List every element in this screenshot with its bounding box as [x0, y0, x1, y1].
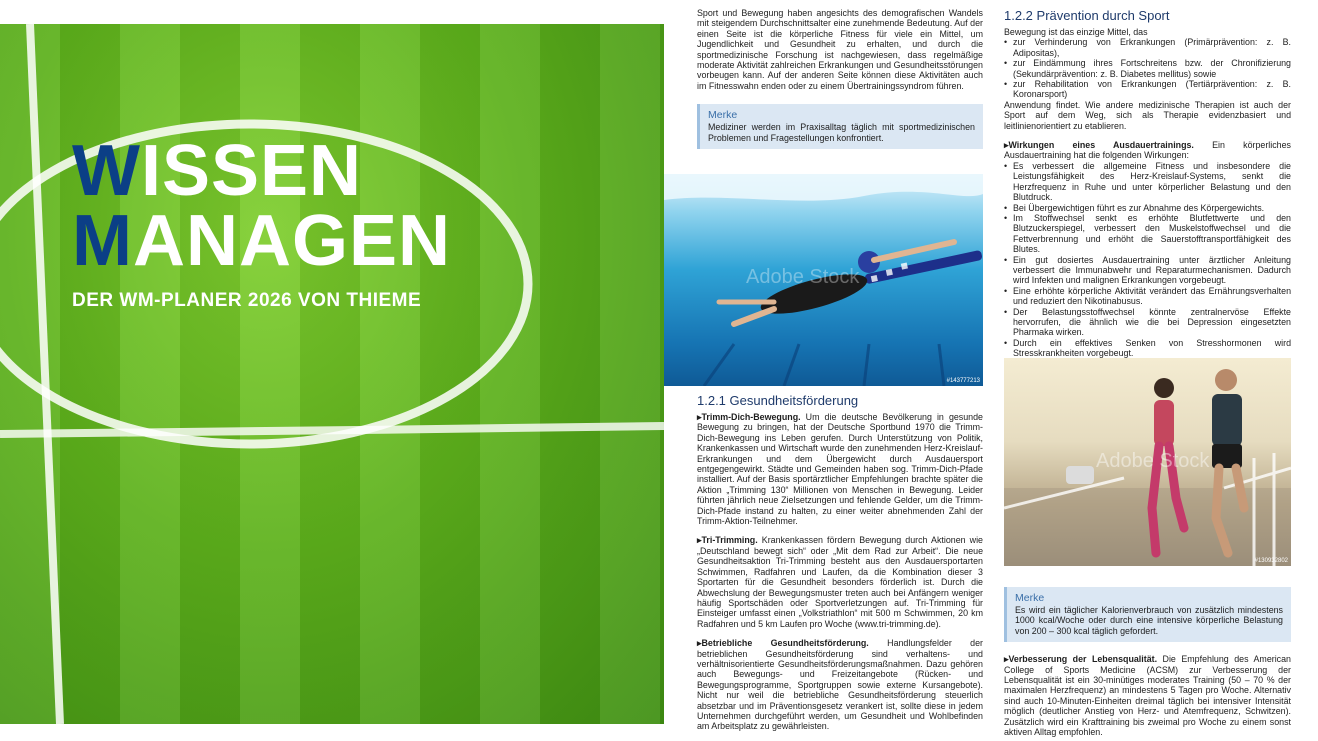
trimm-dich-paragraph [697, 412, 983, 526]
prevention-list [1004, 37, 1291, 99]
merke-box-1 [697, 104, 983, 149]
tri-trimming-body: Krankenkassen fördern Bewegung durch Aktionen wie „Deutschland bewegt sich“ oder „Mit dem Rad zur Arbeit“. Die neue Gesundheitsaktion Tri-Trimming besteht aus den Ausdauersportarten Schwimmen, Radfahren und Laufen, da die Kombination dieser 3 Sportarten für die Gesundheit besonders förderlich ist. Durch die Abwechslung der Bewegungsmuster treten auch bei Anfängern weniger häufig Sportschäden oder Sportverletzungen auf. Tri-Trimming für Einsteiger umfasst einen „Volkstriathlon“ mit 500 m Schwimmen, 20 km Radfahren und 5 km Laufen pro Woche (www.tri-trimming.de). [697, 535, 983, 629]
swimmer-photo [664, 174, 983, 386]
merke-title: Merke [1015, 592, 1045, 604]
title-initial-m: M [72, 201, 133, 281]
football-field-lines [0, 24, 664, 724]
title-rest-issen: ISSEN [140, 131, 363, 211]
cover-title-line-1 [72, 131, 451, 211]
effects-list [1004, 161, 1291, 359]
betriebliche-body: Handlungsfelder der betrieblichen Gesundheitsförderung sind verhaltens- und verhältnisorientierte Gesundheitsförderungsmaßnahmen. Dazu gehören auch Bewegungs- und Freizeitangebote (Rücken- und Bewegungsprogramme, Sportgruppen sowie externe Kursangebote). Nicht nur weil die betriebliche Gesundheitsförderung steuerlich absetzbar und im Präventionsgesetz verankert ist, sollte diese in jedem Unternehmen durchgeführt werden, um Gesundheit und Wohlbefinden am Arbeitsplatz zu gewährleisten. [697, 638, 983, 732]
after-list-paragraph: Anwendung findet. Wie andere medizinische Therapien ist auch der Sport auf dem Weg, sich als Therapie evidenzbasiert und leitlinienorientiert zu etablieren. [1004, 99, 1291, 131]
right-column-lower [1004, 587, 1291, 741]
list-item: • Durch ein effektives Senken von Stresshormonen wird Stresskrankheiten vorgebeugt. [1004, 338, 1291, 359]
merke-body: Mediziner werden im Praxisalltag täglich mit sportmedizinischen Problemen und Fragestellungen konfrontiert. [708, 122, 975, 143]
list-item: • Eine erhöhte körperliche Aktivität verändert das Ernährungsverhalten und reduziert den Nikotinabusus. [1004, 286, 1291, 307]
touch-line [30, 24, 60, 724]
merke-box-2 [1004, 587, 1291, 642]
effects-body: Ein körperliches Ausdauertraining hat die folgenden Wirkungen: [1004, 140, 1291, 161]
list-item: • Der Belastungsstoffwechsel könnte zentralnervöse Effekte hervorrufen, die ähnlich wie die bei Depression eingesetzten Pharmaka wirken. [1004, 307, 1291, 338]
right-column [1004, 8, 1291, 368]
list-item: • Es verbessert die allgemeine Fitness und insbesondere die Leistungsfähigkeit des Herz-Kreislauf-Systems, senkt die Herzfrequenz in Ruhe und unter körperlicher Belastung und den Blutdruck. [1004, 161, 1291, 203]
intro-paragraph: Sport und Bewegung haben angesichts des demografischen Wandels mit steigendem Durchschnittsalter eine zunehmende Bedeutung. Auf der einen Seite ist die körperliche Fitness für viele ein Mittel, um Jugendlichkeit und Gesundheit zu erhalten, und durch die sportmedizinische Forschung ist nachgewiesen, dass regelmäßige moderate Aktivität zahlreichen Erkrankungen und Gesundheitsstörungen vorbeugen kann. Auf der anderen Seite können diese Aktivitäten auch im Fitnesswahn enden oder zu einem Übertrainingssyndrom führen. [697, 8, 983, 91]
photo-credit: #130932802 [1254, 558, 1288, 564]
quality-body: Die Empfehlung des American College of Sports Medicine (ACSM) zur Verbesserung der Lebensqualität ist ein 30-minütiges moderates Training (50 – 70 % der maximalen Herzfrequenz) an mindestens 5 Tagen pro Woche. Alternativ sind auch 10-Minuten-Einheiten dreimal täglich bei intensiver Intensität möglich (deutlicher Anstieg von Herz- und Atemfrequenz, Schwitzen). Zusätzlich wird ein Krafttraining bis zweimal pro Woche zu einem sonst aktiven Alltag empfohlen. [1004, 654, 1291, 738]
betriebliche-lead: ▸ Betriebliche Gesundheitsförderung. [697, 638, 869, 648]
list-item: • Ein gut dosiertes Ausdauertraining unter ärztlicher Anleitung verbessert die Immunabwehr und Reparaturmechanismen. Dadurch wird Infekten und malignen Erkrankungen vorgebeugt. [1004, 255, 1291, 286]
title-rest-anagen: ANAGEN [132, 201, 451, 281]
halfway-line [0, 426, 664, 434]
effects-intro [1004, 140, 1291, 161]
list-item: • zur Eindämmung ihres Fortschreitens bzw. der Chronifizierung (Sekundärprävention: z. B. Diabetes mellitus) sowie [1004, 58, 1291, 79]
runners-photo [1004, 358, 1291, 566]
cover-subtitle: DER WM-PLANER 2026 VON THIEME [72, 290, 422, 311]
photo-credit: #143777213 [946, 378, 980, 384]
quality-paragraph [1004, 654, 1291, 737]
title-initial-w: W [72, 131, 141, 211]
list-item: • zur Verhinderung von Erkrankungen (Primärprävention: z. B. Adipositas), [1004, 37, 1291, 58]
list-item: • zur Rehabilitation von Erkrankungen (Tertiärprävention: z. B. Koronarsport) [1004, 79, 1291, 100]
quality-lead: ▸ Verbesserung der Lebensqualität. [1004, 654, 1157, 664]
tri-trimming-paragraph [697, 535, 983, 629]
section-heading-1-2-2: 1.2.2 Prävention durch Sport [1004, 8, 1170, 23]
middle-column [697, 8, 983, 149]
middle-column-lower [697, 393, 983, 741]
prevention-intro: Bewegung ist das einzige Mittel, das [1004, 27, 1148, 37]
watermark-text: Adobe Stock [1096, 450, 1210, 472]
tri-trimming-lead: ▸ Tri-Trimming. [697, 535, 758, 545]
watermark-text: Adobe Stock [746, 266, 860, 288]
cover-page [0, 24, 664, 724]
section-heading-1-2-1: 1.2.1 Gesundheitsförderung [697, 393, 859, 408]
trimm-dich-lead: ▸ Trimm-Dich-Bewegung. [697, 412, 801, 422]
merke-title: Merke [708, 109, 738, 122]
betriebliche-paragraph [697, 638, 983, 732]
effects-lead: ▸ Wirkungen eines Ausdauertrainings. [1004, 140, 1194, 150]
list-item: • Im Stoffwechsel senkt es erhöhte Blutfettwerte und den Blutzuckerspiegel, verbessert den Muskelstoffwechsel und die Fettverbrennung und erhöht die Sauerstofftransportfähigkeit des Blutes. [1004, 213, 1291, 255]
cover-title-line-2 [72, 201, 451, 281]
list-item: • Bei Übergewichtigen führt es zur Abnahme des Körpergewichts. [1004, 203, 1291, 213]
merke-body: Es wird ein täglicher Kalorienverbrauch von zusätzlich mindestens 1000 kcal/Woche oder durch eine intensive körperliche Belastung von 200 – 300 kcal täglich gefordert. [1015, 605, 1283, 636]
trimm-dich-body: Um die deutsche Bevölkerung in gesunde Bewegung zu bringen, hat der Deutsche Sportbund 1970 die Trimm-Dich-Bewegung ins Leben gerufen. Durch Unterstützung von Politik, Krankenkassen und Wirtschaft wurde den zunehmenden Herz-Kreislauf-Erkrankungen und dem Übergewicht durch Ausdauersport entgegengewirkt. Städte und Gemeinden haben sog. Trimm-Dich-Pfade installiert. Auf der Basis sportärztlicher Empfehlungen brachte später die Aktion „Trimming 130“ Millionen von Menschen in Bewegung. Leider führten jährlich neue Zielsetzungen und fehlende Gelder, um die Trimm-Dich-Pfade instand zu halten, zu einer weiter abnehmenden Zahl der Trimm-Aktion-Teilnehmer. [697, 412, 983, 527]
cover-title-block [72, 131, 451, 312]
